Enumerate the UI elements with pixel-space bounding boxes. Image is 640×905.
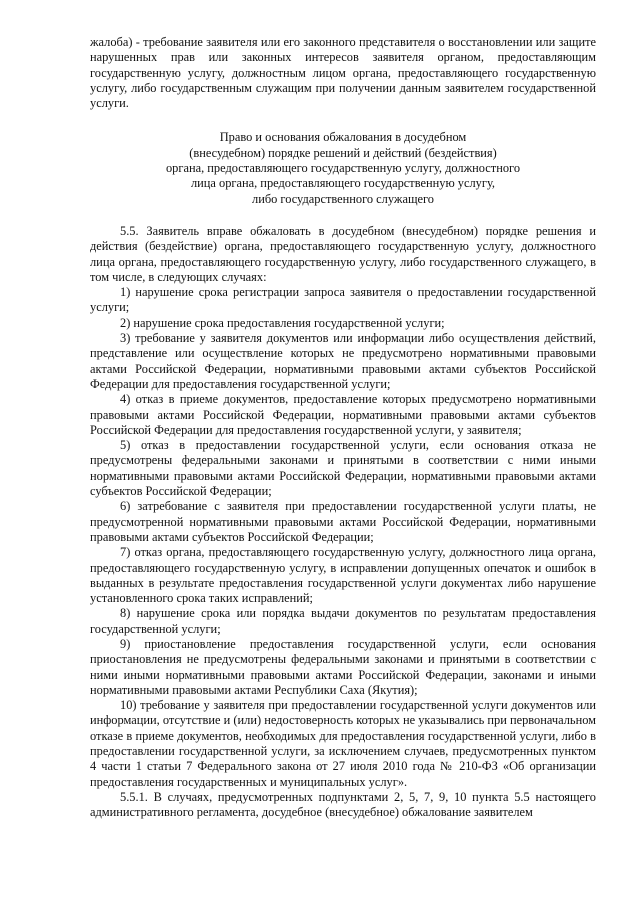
list-item-4: 4) отказ в приеме документов, предоставление которых предусмотрено нормативными правовыми актами Российской Федерации, нормативными правовыми актами субъектов Российской Федерации для предоставления государственной услуги, у заявителя; — [90, 392, 596, 437]
document-body — [90, 35, 596, 821]
list-item-6: 6) затребование с заявителя при предоставлении государственной услуги платы, не предусмотренной нормативными правовыми актами Российской Федерации, нормативными правовыми актами субъектов Российской Федерации; — [90, 499, 596, 544]
list-item-3: 3) требование у заявителя документов или информации либо осуществления действий, представление или осуществление которых не предусмотрено нормативными правовыми актами Российской Федерации, нормативными правовыми актами субъектов Российской Федерации для предоставления государственной услуги; — [90, 331, 596, 391]
list-item-10: 10) требование у заявителя при предоставлении государственной услуги документов или информации, отсутствие и (или) недостоверность которых не указывались при первоначальном отказе в приеме документов, необходимых для предоставления государственной услуги, либо в предоставлении государственной услуги, за исключением случаев, предусмотренных пунктом 4 части 1 статьи 7 Федерального закона от 27 июля 2010 года № 210-ФЗ «Об организации предоставления государственных и муниципальных услуг». — [90, 698, 596, 789]
heading-line: Право и основания обжалования в досудебном — [219, 130, 467, 145]
list-item-5: 5) отказ в предоставлении государственной услуги, если основания отказа не предусмотрены федеральными законами и принятыми в соответствии с ними иными нормативными правовыми актами Российской Федерации, нормативными правовыми актами субъектов Российской Федерации; — [90, 438, 596, 499]
heading-line: органа, предоставляющего государственную услугу, должностного — [165, 161, 521, 176]
list-item-8: 8) нарушение срока или порядка выдачи документов по результатам предоставления государственной услуги; — [90, 606, 596, 636]
paragraph-5-5-1: 5.5.1. В случаях, предусмотренных подпунктами 2, 5, 7, 9, 10 пункта 5.5 настоящего административного регламента, досудебное (внесудебное) обжалование заявителем — [90, 789, 596, 820]
heading-line: (внесудебном) порядке решений и действий (бездействия) — [189, 145, 497, 160]
list-item-9: 9) приостановление предоставления государственной услуги, если основания приостановления не предусмотрены федеральными законами и принятыми в соответствии с ними иными нормативными правовыми актами Российской Федерации, законами и иными нормативными правовыми актами Республики Саха (Якутия); — [90, 636, 596, 697]
list-item-1: 1) нарушение срока регистрации запроса заявителя о предоставлении государственной услуги; — [90, 285, 596, 315]
heading-line: либо государственного служащего — [252, 191, 434, 206]
intro-paragraph: жалоба) - требование заявителя или его законного представителя о восстановлении или защите нарушенных прав или законных интересов заявителя органом, предоставляющим государственную услугу, должностным лицом органа, предоставляющего государственную услугу, либо государственным служащим при получении данным заявителем государственной услуги. — [90, 35, 596, 111]
section-heading — [90, 130, 596, 206]
heading-line: лица органа, предоставляющего государственную услугу, — [190, 176, 496, 191]
list-item-2: 2) нарушение срока предоставления государственной услуги; — [120, 315, 445, 330]
paragraph-5-5: 5.5. Заявитель вправе обжаловать в досудебном (внесудебном) порядке решения и действия (бездействие) органа, предоставляющего государственную услугу, должностного лица органа, предоставляющего государственную услугу, либо государственного служащего, в том числе, в следующих случаях: — [90, 223, 596, 284]
list-item-7: 7) отказ органа, предоставляющего государственную услугу, должностного лица органа, предоставляющего государственную услугу, в исправлении допущенных опечаток и ошибок в выданных в результате предоставления государственной услуги документах либо нарушение установленного срока таких исправлений; — [90, 545, 596, 606]
